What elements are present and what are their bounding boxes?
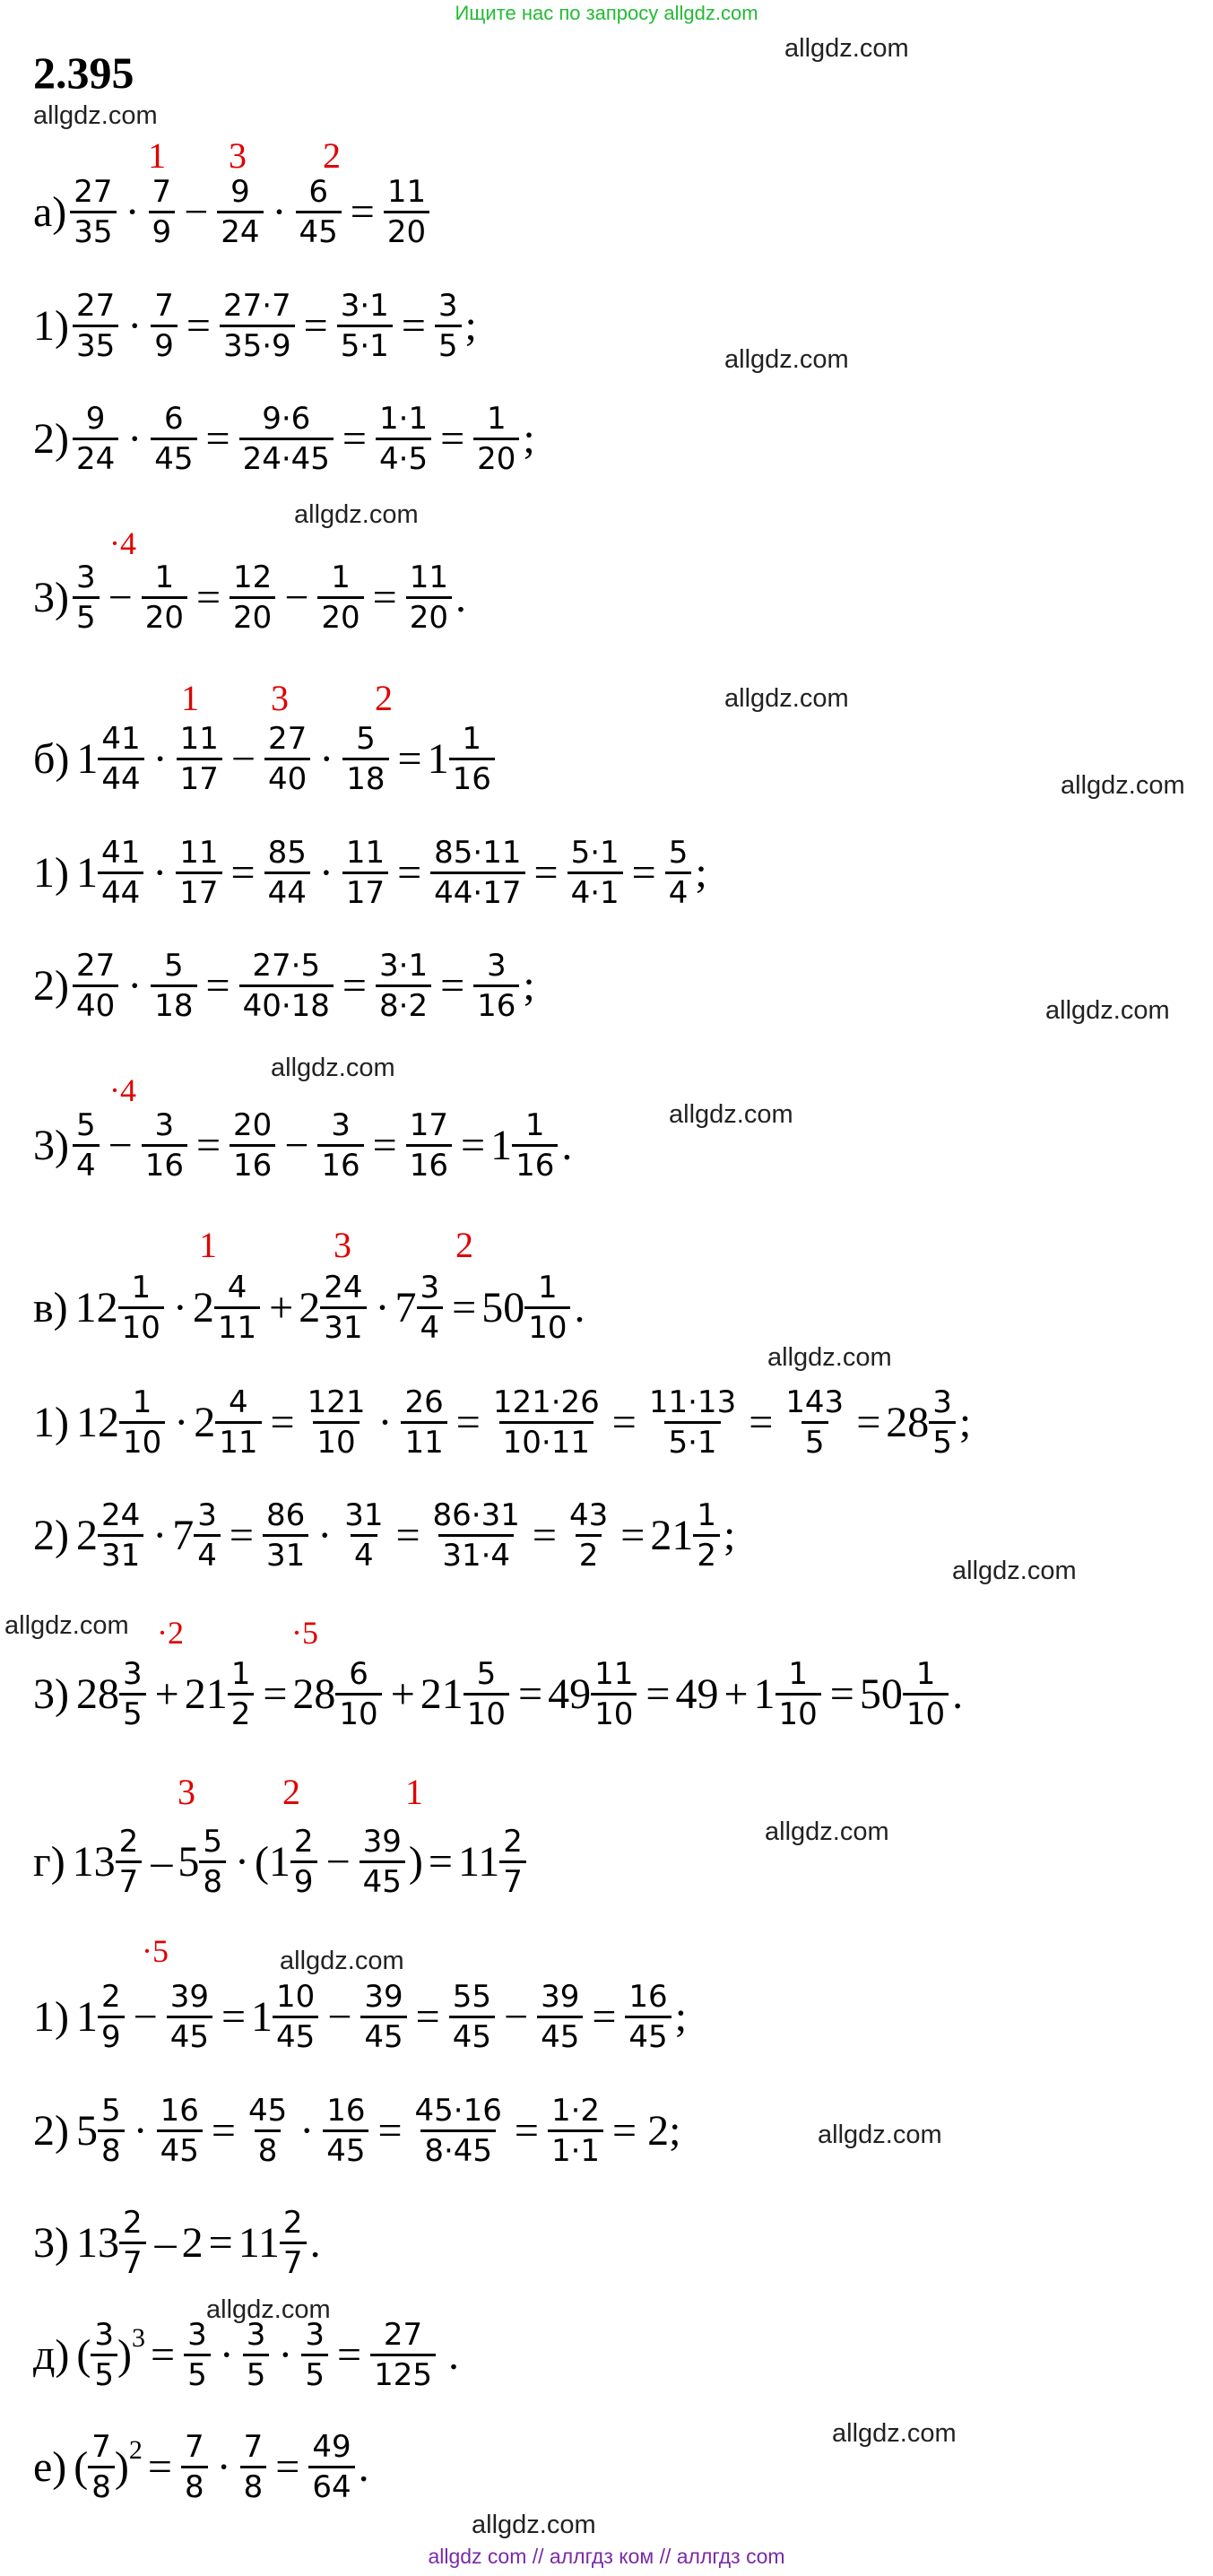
item-label: а) (33, 188, 67, 237)
step-a3: 3) $\frac{3}{5}$ − $\frac{1}{20}$ = $\frac{12}{20}$ − $\frac{1}{20}$ = $\frac{11}{20}$ . (33, 559, 466, 637)
equation-v: в) 12 $\frac{1}{10}$ · 2 $\frac{4}{11}$ + 2 $\frac{24}{31}$ · 7 $\frac{3}{4}$ = 50 $\frac{1}{10}$ . (33, 1270, 585, 1347)
watermark: allgdz.com (472, 2511, 596, 2539)
equation-e: е) ( $\frac{7}{8}$ ) 2 = $\frac{7}{8}$ · $\frac{7}{8}$ = $\frac{49}{64}$ . (33, 2429, 369, 2506)
watermark: allgdz.com (1045, 996, 1170, 1025)
order-mark: 2 (455, 1225, 473, 1265)
watermark: allgdz.com (818, 2121, 942, 2149)
watermark: allgdz.com (33, 101, 158, 130)
watermark: allgdz.com (724, 684, 849, 713)
order-mark: 3 (271, 678, 289, 718)
fraction: $\frac{6}{45}$ (296, 175, 342, 249)
factor-mark: ·5 (291, 1615, 318, 1651)
equation-b: б) 1 $\frac{41}{44}$ · $\frac{11}{17}$ − $\frac{27}{40}$ · $\frac{5}{18}$ = 1 $\frac{1}{16}$ (33, 722, 498, 796)
factor-mark: ·4 (109, 525, 136, 561)
watermark: allgdz.com (1061, 771, 1185, 800)
order-mark: 1 (405, 1772, 423, 1812)
step-g2: 2) 5 $\frac{5}{8}$ · $\frac{16}{45}$ = $\frac{45}{8}$ · $\frac{16}{45}$ = $\frac{45\cdot 16}{8\cdot 45}$ = $\frac{1\cdot 2}{1\cdot 1}$ = 2; (33, 2093, 681, 2170)
order-mark: 1 (199, 1225, 217, 1265)
footer-links[interactable]: allgdz com // аллгдз ком // аллгдз com (428, 2545, 785, 2568)
watermark: allgdz.com (724, 345, 849, 374)
factor-mark: ·5 (142, 1933, 169, 1969)
order-mark: 1 (148, 135, 166, 176)
watermark: allgdz.com (294, 500, 419, 529)
watermark: allgdz.com (669, 1100, 793, 1129)
watermark: allgdz.com (280, 1947, 404, 1975)
step-v2: 2) 2 $\frac{24}{31}$ · 7 $\frac{3}{4}$ = $\frac{86}{31}$ · $\frac{31}{4}$ = $\frac{86\cdot 31}{31\cdot 4}$ = $\frac{43}{2}$ = 21 $\frac{1}{2}$ ; (33, 1497, 736, 1574)
step-b1: 1) 1 $\frac{41}{44}$ · $\frac{11}{17}$ = $\frac{85}{44}$ · $\frac{11}{17}$ = $\frac{85\cdot 11}{44\cdot 17}$ = $\frac{5\cdot 1}{4\cdot 1}$ = $\frac{5}{4}$ ; (33, 835, 707, 912)
fraction: $\frac{9}{24}$ (217, 175, 263, 249)
order-mark: 2 (282, 1772, 300, 1812)
order-mark: 2 (375, 678, 393, 718)
order-mark: 3 (178, 1772, 195, 1812)
order-mark: 1 (181, 678, 199, 718)
watermark: allgdz.com (767, 1343, 892, 1372)
problem-number: 2.395 (33, 48, 134, 98)
fraction: $\frac{7}{9}$ (149, 175, 176, 249)
watermark: allgdz.com (271, 1054, 395, 1082)
watermark: allgdz.com (784, 34, 909, 63)
step-a1: 1) $\frac{27}{35}$ · $\frac{7}{9}$ = $\frac{27\cdot 7}{35\cdot 9}$ = $\frac{3\cdot 1}{5\cdot 1}$ = $\frac{3}{5}$ ; (33, 288, 477, 365)
fraction: $\frac{27}{35}$ (70, 175, 116, 249)
equation-g: г) 13 $\frac{2}{7}$ – 5 $\frac{5}{8}$ · ( 1 $\frac{2}{9}$ − $\frac{39}{45}$ ) = 11 $\frac{2}{7}$ (33, 1825, 530, 1899)
watermark: allgdz.com (206, 2295, 331, 2324)
step-g1: 1) 1 $\frac{2}{9}$ − $\frac{39}{45}$ = 1 $\frac{10}{45}$ − $\frac{39}{45}$ = $\frac{55}{45}$ − $\frac{39}{45}$ = $\frac{16}{45}$ ; (33, 1979, 688, 2056)
watermark: allgdz.com (952, 1557, 1077, 1585)
step-v3: 3) 28 $\frac{3}{5}$ + 21 $\frac{1}{2}$ = 28 $\frac{6}{10}$ + 21 $\frac{5}{10}$ = 49 $\frac{11}{10}$ = 49 + 1 $\frac{1}{10}$ = 50 $\frac{1}{10}$ . (33, 1656, 964, 1733)
search-banner[interactable]: Ищите нас по запросу allgdz.com (455, 2, 758, 24)
factor-mark: ·2 (157, 1615, 184, 1651)
equation-a: а) $\frac{27}{35}$ · $\frac{7}{9}$ − $\frac{9}{24}$ · $\frac{6}{45}$ = $\frac{11}{20}$ (33, 175, 433, 249)
watermark: allgdz.com (765, 1817, 889, 1846)
step-v1: 1) 12 $\frac{1}{10}$ · 2 $\frac{4}{11}$ = $\frac{121}{10}$ · $\frac{26}{11}$ = $\frac{121\cdot 26}{10\cdot 11}$ = $\frac{11\cdot 13}{5\cdot 1}$ = $\frac{143}{5}$ = 28 $\frac{3}{5}$ ; (33, 1384, 972, 1461)
factor-mark: ·4 (109, 1072, 136, 1108)
watermark: allgdz.com (4, 1611, 129, 1640)
step-b2: 2) $\frac{27}{40}$ · $\frac{5}{18}$ = $\frac{27\cdot 5}{40\cdot 18}$ = $\frac{3\cdot 1}{8\cdot 2}$ = $\frac{3}{16}$ ; (33, 948, 535, 1025)
order-mark: 2 (323, 135, 341, 176)
equation-d: д) ( $\frac{3}{5}$ ) 3 = $\frac{3}{5}$ · $\frac{3}{5}$ · $\frac{3}{5}$ = $\frac{27}{125}$ . (33, 2317, 459, 2394)
order-mark: 3 (334, 1225, 351, 1265)
fraction: $\frac{11}{20}$ (384, 175, 429, 249)
step-g3: 3) 13 $\frac{2}{7}$ – 2 = 11 $\frac{2}{7}$ . (33, 2205, 321, 2282)
step-b3: 3) $\frac{5}{4}$ − $\frac{3}{16}$ = $\frac{20}{16}$ − $\frac{3}{16}$ = $\frac{17}{16}$ = 1 $\frac{1}{16}$ . (33, 1107, 573, 1184)
order-mark: 3 (229, 135, 247, 176)
step-a2: 2) $\frac{9}{24}$ · $\frac{6}{45}$ = $\frac{9\cdot 6}{24\cdot 45}$ = $\frac{1\cdot 1}{4\cdot 5}$ = $\frac{1}{20}$ ; (33, 401, 535, 478)
watermark: allgdz.com (832, 2419, 957, 2448)
